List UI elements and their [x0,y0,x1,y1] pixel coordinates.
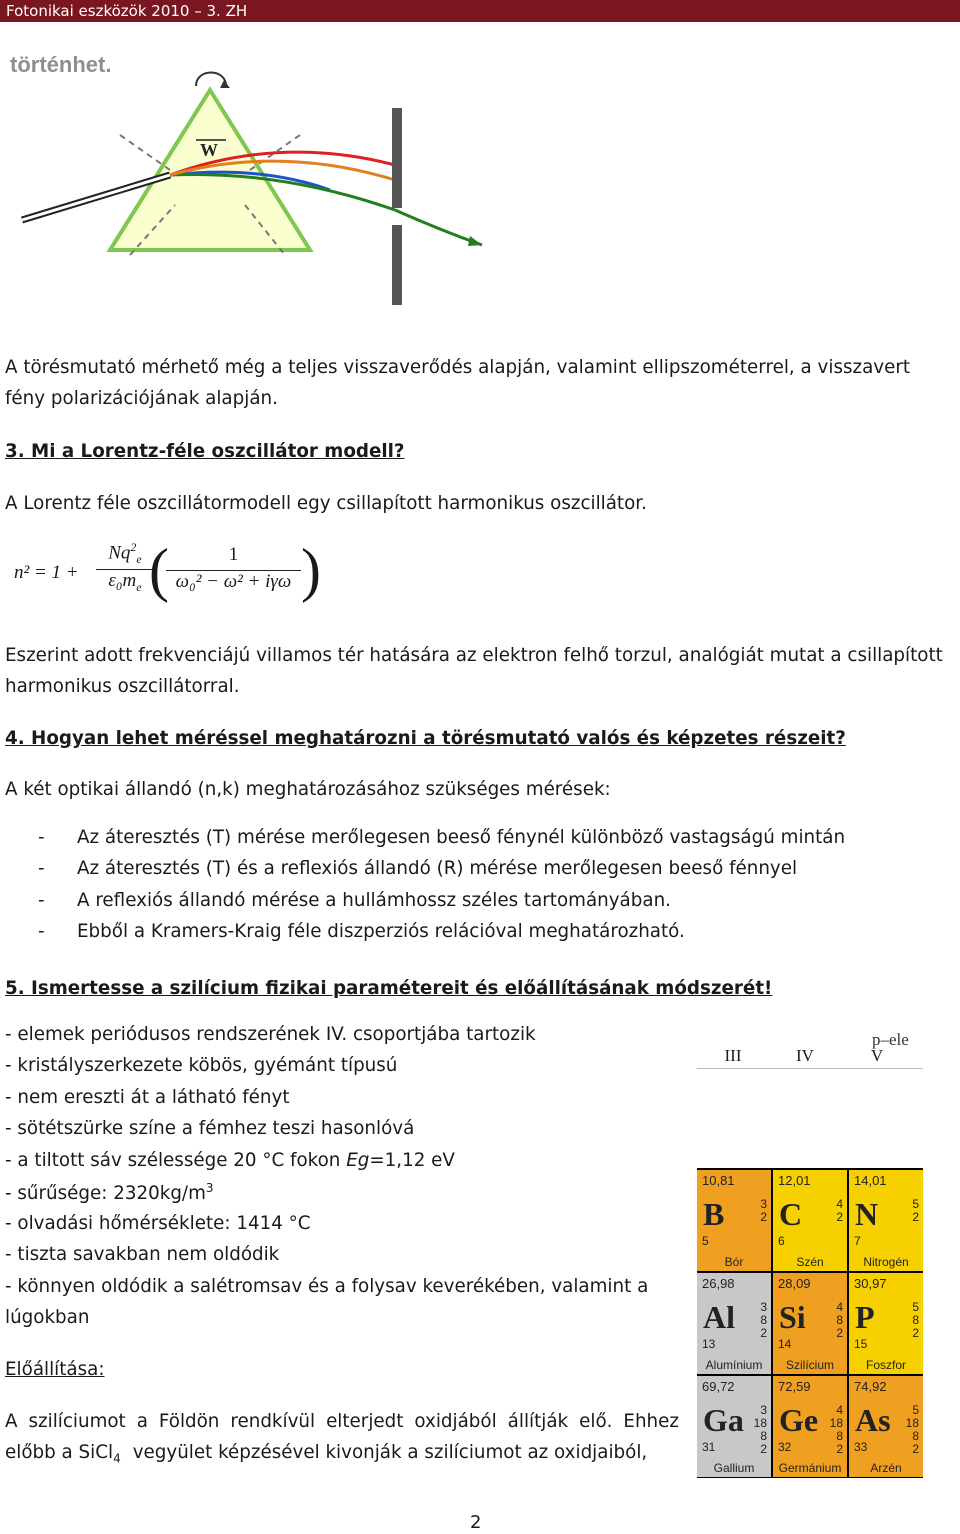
question-4-heading: 4. Hogyan lehet méréssel meghatározni a törésmutató valós és képzetes részeit? [5,728,846,749]
element-name: Gallium [713,1461,755,1475]
question-3-heading: 3. Mi a Lorentz-féle oszcillátor modell? [5,441,405,462]
property-item: - tiszta savakban nem oldódik [5,1244,280,1265]
element-cell-ge [773,1376,847,1477]
group-label: IV [796,1046,814,1065]
document-header [0,0,960,22]
paragraph-refractive-index: A törésmutató mérhető még a teljes visszaverődés alapján, valamint ellipszométerrel, a visszavert fény polarizációjának alapján. [5,357,911,409]
paragraph-optical-constants: A két optikai állandó (n,k) meghatározásához szükséges mérések: [5,779,611,800]
shell-electrons: 3 18 8 2 [753,1403,767,1456]
header-title: Fotonikai eszközök 2010 – 3. ZH [6,2,248,20]
shell-electrons: 3 8 2 [760,1300,767,1340]
atomic-number: 5 [702,1234,709,1248]
element-cell-al [697,1273,771,1374]
shell-electrons: 5 18 8 2 [905,1403,919,1456]
element-cell-c [773,1170,847,1271]
question-5-heading: 5. Ismertesse a szilícium fizikai paramétereit és előállításának módszerét! [5,978,773,999]
element-name: Germánium [778,1461,842,1475]
element-name: Szén [796,1255,824,1269]
property-item: - nem ereszti át a látható fényt [5,1087,290,1108]
shell-electrons: 5 2 [912,1197,919,1224]
atomic-number: 15 [854,1337,868,1351]
atomic-mass: 10,81 [702,1173,735,1188]
atomic-mass: 14,01 [854,1173,887,1188]
atomic-mass: 28,09 [778,1276,811,1291]
property-item: - könnyen oldódik a salétromsav és a folysav keverékében, valamint a [5,1276,649,1297]
atomic-mass: 30,97 [854,1276,887,1291]
group-label: III [724,1046,742,1065]
property-item: - sűrűsége: $2320kg/m^3$ [5,1181,214,1205]
property-item: - a tiltott sáv szélessége 20 °C fokon Eg=1,12 eV [5,1150,455,1171]
element-grid [697,1168,923,1478]
element-symbol: Si [779,1299,806,1335]
atomic-number: 32 [778,1440,792,1454]
production-heading: Előállítása: [5,1359,105,1380]
atomic-number: 14 [778,1337,792,1351]
paragraph-lorentz-model: A Lorentz féle oszcillátormodell egy csillapított harmonikus oszcillátor. [5,493,647,514]
production-paragraph-line: A szilíciumot a Földön rendkívül elterjedt oxidjából állítják elő. Ehhez [5,1411,679,1432]
property-item: - kristályszerkezete köbös, gyémánt típusú [5,1055,398,1076]
shell-electrons: 4 18 8 2 [829,1403,843,1456]
atomic-mass: 69,72 [702,1379,735,1394]
element-name: Bór [724,1255,744,1269]
element-symbol: As [855,1402,891,1438]
lorentz-formula: n² = 1 + $Nq^2_e$ $\varepsilon_0m_e$ ( 1 ω₀² − ω² + iγω ) [14,537,321,603]
element-name: Alumínium [705,1358,763,1372]
element-symbol: P [855,1299,875,1335]
prism-diagram [0,40,500,310]
paragraph-electron-cloud: Eszerint adott frekvenciájú villamos tér hatására az elektron felhő torzul, analógiát mutat a csillapított harmonikus oszcillátorral. [5,645,943,697]
element-cell-n [849,1170,923,1271]
element-name: Foszfor [865,1358,906,1372]
atomic-number: 31 [702,1440,716,1454]
periodic-table-excerpt [697,1030,923,1478]
production-paragraph-line: előbb a SiCl$_4$ vegyület képzésével kivonják a szilíciumot az oxidjaiból, [5,1442,648,1466]
cropped-text-fragment: történhet. [10,52,112,77]
element-cell-b [697,1170,771,1271]
atomic-mass: 74,92 [854,1379,887,1394]
atomic-number: 33 [854,1440,868,1454]
element-cell-ga [697,1376,771,1477]
atomic-number: 7 [854,1234,861,1248]
page-number: 2 [470,1512,482,1533]
atomic-number: 6 [778,1234,785,1248]
element-symbol: N [855,1196,879,1232]
atomic-number: 13 [702,1337,716,1351]
element-cell-si [773,1273,847,1374]
atomic-mass: 26,98 [702,1276,735,1291]
property-item: lúgokban [5,1307,90,1328]
element-symbol: Al [703,1299,735,1335]
property-item: - elemek periódusos rendszerének IV. csoportjába tartozik [5,1024,536,1045]
shell-electrons: 4 8 2 [836,1300,843,1340]
property-item: - olvadási hőmérséklete: 1414 °C [5,1213,311,1234]
group-label: V [870,1046,884,1065]
property-item: - sötétszürke színe a fémhez teszi hasonlóvá [5,1118,415,1139]
element-symbol: Ge [779,1402,819,1438]
element-symbol: Ga [703,1402,744,1438]
element-symbol: C [779,1196,803,1232]
element-cell-as [849,1376,923,1477]
shell-electrons: 4 2 [836,1197,843,1224]
element-cell-p [849,1273,923,1374]
atomic-mass: 72,59 [778,1379,811,1394]
atomic-mass: 12,01 [778,1173,811,1188]
element-symbol: B [703,1196,725,1232]
shell-electrons: 5 8 2 [912,1300,919,1340]
element-name: Nitrogén [863,1255,909,1269]
periodic-table-title: p–ele [872,1030,909,1049]
shell-electrons: 3 2 [760,1197,767,1224]
element-name: Szilícium [785,1358,834,1372]
element-name: Arzén [870,1461,902,1475]
prism-label-w: W [200,140,218,160]
